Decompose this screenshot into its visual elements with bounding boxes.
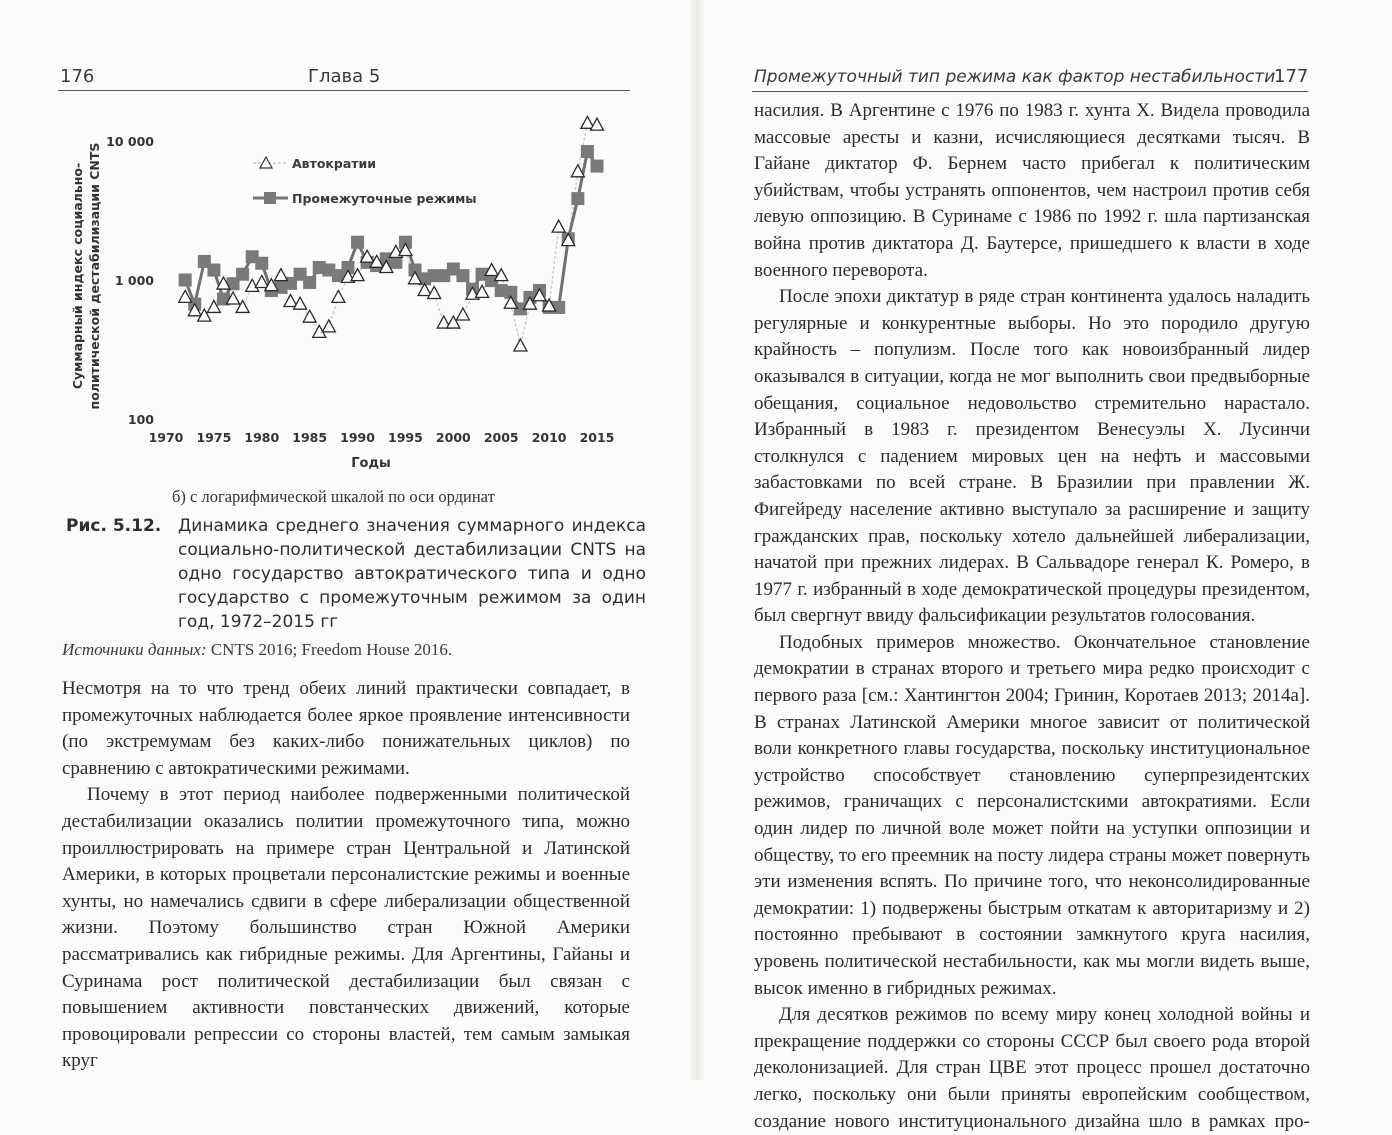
legend (253, 156, 477, 206)
right-page (696, 0, 1392, 1132)
x-tick-label: 1970 (148, 430, 184, 445)
page-number: 176 (60, 66, 95, 87)
x-tick-label: 2010 (531, 430, 567, 445)
left-page (0, 0, 696, 1080)
source-label: Источники данных: (62, 640, 207, 659)
x-tick-labels (149, 430, 615, 445)
y-tick-labels (106, 134, 154, 427)
data-point-hybrid (255, 257, 268, 270)
data-point-autocracies (274, 269, 287, 281)
data-point-hybrid (303, 276, 316, 289)
paragraph: Почему в этот период наиболее подверженными политической дестабилизации оказались политии промежуточного типа, можно проиллюстрировать на примере стран Центральной и Латинской Америки, в которых процветали персоналистские режимы и военные хунты, но намечались сдвиги в сфере либерализации общественной жизни. Поэтому большинство стран Южной Америки рассматривались как гибридные режимы. Для Аргентины, Гайаны и Суринама рост политической дестабилизации был связан с повышением активности повстанческих движений, которые провоцировали репрессии со стороны властей, тем самым замыкая круг (62, 784, 630, 1072)
running-head: Глава 5 (308, 66, 381, 87)
x-tick-label: 2015 (579, 430, 615, 445)
header-rule (58, 90, 630, 91)
y-tick-label: 1 000 (114, 273, 154, 288)
x-tick-label: 1985 (292, 430, 328, 445)
data-point-autocracies (332, 290, 345, 302)
data-point-hybrid (207, 264, 220, 277)
right-body-text (754, 98, 1310, 1135)
x-tick-label: 1980 (244, 430, 280, 445)
data-point-hybrid (179, 274, 192, 287)
data-point-autocracies (322, 320, 335, 332)
data-point-hybrid (456, 269, 469, 282)
data-point-hybrid (591, 160, 604, 173)
legend-item-autocracies (253, 156, 376, 171)
x-tick-label: 1975 (196, 430, 232, 445)
page-number: 177 (1274, 66, 1309, 87)
figure-source (62, 640, 452, 660)
data-point-hybrid (581, 145, 594, 158)
data-point-autocracies (552, 220, 565, 232)
legend-item-hybrid (253, 191, 477, 206)
paragraph: После эпохи диктатур в ряде стран континента удалось наладить регулярные и конкурентные выборы. Но это породило другую крайность – популизм. После того как новоизбранный лидер оказывался в ситуации, когда не мог выполнить свои предвыборные обещания, социальное недовольство стремительно нарастало. Избранный в 1983 г. президентом Венесуэлы Х. Лусинчи столкнулся с падением мировых цен на нефть и массовыми забастовками по всей стране. В Бразилии при правлении Ж. Фигейреду население активно выступало за расширение и защиту гражданских прав, поскольку хотело дальнейшей либерализации, начатой при прежних лидерах. В Сальвадоре генерал К. Ромеро, в 1977 г. избранный в ходе демократической процедуры президентом, был свергнут ввиду фальсификации результатов голосования. (754, 286, 1310, 627)
header-rule (752, 91, 1308, 92)
y-axis-label: Суммарный индекс социально-политической дестабилизации CNTS (70, 142, 102, 410)
paragraph: насилия. В Аргентине с 1976 по 1983 г. хунта Х. Видела проводила массовые аресты и казни, исчисляющиеся десятками тысяч. В Гайане диктатор Ф. Бернем часто прибегал к политическим убийствам, чтобы устранять оппонентов, чем настроил против себя левую оппозицию. В Суринаме с 1986 по 1992 г. шла партизанская война против диктатора Д. Баутерсе, пришедшего к власти в ходе военного переворота. (754, 100, 1310, 281)
figure-label: Рис. 5.12. (66, 516, 162, 536)
paragraph: Для десятков режимов по всему миру конец холодной войны и прекращение поддержки со стороны СССР был своего рода второй деколонизацией. Для стран ЦВЕ этот процесс прошел достаточно легко, поскольку они были приняты европейским сообществом, создание нового институционального дизайна шло в рамках про- (754, 1004, 1310, 1132)
paragraph: Подобных примеров множество. Окончательное становление демократии в странах второго и третьего мира редко происходит с первого раза [см.: Хантингтон 2004; Гринин, Коротаев 2013; 2014а]. В странах Латинской Америки многое зависит от политической воли конкретного главы государства, поскольку институциональное устройство способствует становлению суперпрезидентских режимов, граничащих с персоналистскими автократиями. Если один лидер по личной воле может пойти на уступки оппозиции и обществу, то его преемник на посту лидера страны может повернуть эти изменения вспять. По причине того, что неконсолидированные демократии: 1) подвержены быстрым откатам к авторитаризму и 2) постоянно пребывают в состоянии замкнутого круга насилия, уровень политической нестабильности, как мы могли видеть выше, высок именно в гибридных режимах. (754, 631, 1310, 999)
data-point-autocracies (284, 295, 297, 307)
data-point-hybrid (351, 236, 364, 249)
running-head: Промежуточный тип режима как фактор нестабильности (754, 67, 1276, 87)
x-tick-label: 2000 (435, 430, 471, 445)
data-point-autocracies (456, 308, 469, 320)
data-point-hybrid (236, 268, 249, 281)
figure-subcaption: б) с логарифмической шкалой по оси ординат (172, 487, 495, 506)
figure-caption-text: Динамика среднего значения суммарного индекса социально-политической дестабилизации CNTS на одно государство автократического типа и одно государство с промежуточным режимом за один год, 1972–2015 гг (178, 516, 646, 632)
series-layer (179, 116, 604, 351)
source-text: CNTS 2016; Freedom House 2016. (210, 640, 453, 659)
y-tick-label: 100 (127, 412, 154, 427)
x-tick-label: 2005 (483, 430, 519, 445)
legend-label-hybrid: Промежуточные режимы (292, 191, 477, 206)
data-point-autocracies (514, 339, 527, 351)
left-body-text (62, 676, 630, 1075)
y-axis-label-frame (66, 126, 106, 426)
legend-square-marker (264, 192, 276, 204)
data-point-hybrid (571, 192, 584, 205)
figure-caption (66, 514, 646, 634)
legend-label-autocracies: Автократии (292, 156, 377, 171)
x-tick-label: 1995 (388, 430, 423, 445)
x-tick-label: 1990 (340, 430, 375, 445)
y-tick-label: 10 000 (106, 134, 154, 149)
chart (60, 110, 630, 480)
paragraph: Несмотря на то что тренд обеих линий практически совпадает, в промежуточных наблюдается более яркое проявление интенсивности (по экстремумам без каких-либо понижательных циклов) по сравнению с автократическими режимами. (62, 678, 630, 779)
x-axis-label: Годы (351, 456, 391, 471)
